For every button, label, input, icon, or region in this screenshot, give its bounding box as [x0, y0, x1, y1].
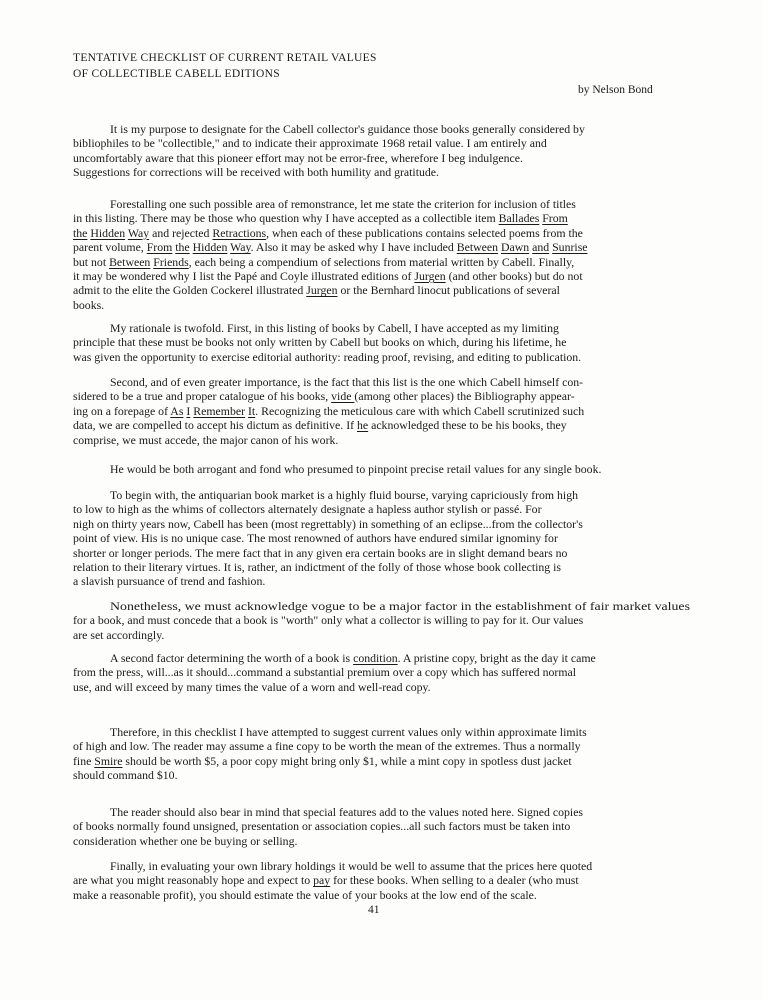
text-segment: bibliophiles to be "collectible," and to indicate their approximate 1968 retail value. I am entirely and: [73, 136, 547, 151]
text-segment: shorter or longer periods. The mere fact that in any given era certain books are in slight demand bears no: [73, 545, 568, 560]
text-line: [73, 768, 178, 782]
text-line: [73, 665, 576, 679]
text-segment: comprise, we must accede, the major canon of his work.: [73, 432, 339, 447]
text-segment: Second, and of even greater importance, is the fact that this list is the one which Cabell himself con-: [110, 375, 584, 389]
text-line: [73, 151, 523, 165]
text-segment: nigh on thirty years now, Cabell has been (most regrettably) in something of an eclipse...from the collector's: [73, 516, 583, 531]
text-segment: It is my purpose to designate for the Cabell collector's guidance those books generally considered by: [110, 122, 585, 136]
text-segment: should be worth $5, a poor copy might bring only $1, while a mint copy in spotless dust jacket: [122, 753, 572, 768]
author-byline: by Nelson Bond: [578, 84, 653, 96]
text-line: [110, 859, 592, 873]
text-segment: consideration whether one be buying or selling.: [73, 833, 298, 848]
underlined-title: Dawn: [500, 240, 530, 255]
text-line: [73, 165, 439, 179]
text-line: [110, 599, 690, 613]
text-segment: uncomfortably aware that this pioneer effort may not be error-free, wherefore I beg indulgence.: [73, 150, 523, 165]
text-segment: . A pristine copy, bright as the day it came: [397, 651, 596, 665]
text-line: [73, 834, 297, 848]
text-line: [110, 122, 585, 136]
text-segment: . Also it may be asked why I have included: [250, 240, 457, 255]
text-line: [73, 389, 575, 403]
text-line: [73, 739, 581, 753]
text-line: [73, 418, 567, 432]
text-segment: Suggestions for corrections will be received with both humility and gratitude.: [73, 165, 439, 180]
text-segment: make a reasonable profit), you should estimate the value of your books at the low end of the scale.: [73, 887, 537, 902]
underlined-title: the: [73, 225, 88, 240]
text-segment: of books normally found unsigned, presentation or association copies...all such factors must be taken into: [73, 819, 571, 834]
underlined-title: Sunrise: [552, 240, 588, 255]
text-line: [73, 298, 104, 312]
underlined-title: pay: [313, 873, 331, 888]
text-segment: parent volume,: [73, 240, 147, 255]
text-segment: Finally, in evaluating your own library holdings it would be well to assume that the prices here quoted: [110, 859, 593, 873]
text-segment: Nonetheless, we must acknowledge vogue to be a major factor in the establishment of fair market values: [110, 599, 690, 613]
text-segment: data, we are compelled to accept his dictum as definitive. If: [73, 418, 357, 433]
text-segment: a slavish pursuance of trend and fashion.: [73, 574, 266, 589]
underlined-title: the: [175, 240, 190, 255]
text-segment: for these books. When selling to a dealer (who must: [330, 873, 579, 888]
text-segment: point of view. His is no unique case. The most renowned of authors have endured similar ignominy for: [73, 531, 558, 546]
text-line: [73, 613, 583, 627]
underlined-title: Jurgen: [306, 283, 338, 298]
text-segment: for a book, and must concede that a book is "worth" only what a collector is willing to pay for it. Our values: [73, 613, 584, 628]
text-segment: it may be wondered why I list the Papé and Coyle illustrated editions of: [73, 269, 415, 283]
text-line: [73, 136, 547, 150]
text-line: [73, 819, 570, 833]
underlined-title: Way: [127, 225, 150, 240]
underlined-title: Retractions: [212, 225, 267, 240]
text-segment: , each being a compendium of selections from material written by Cabell. Finally,: [188, 254, 575, 269]
underlined-title: Hidden: [90, 225, 126, 240]
underlined-title: I: [186, 403, 191, 418]
text-line: [73, 546, 567, 560]
text-segment: use, and will exceed by many times the value of a worn and well-read copy.: [73, 679, 431, 694]
text-segment: The reader should also bear in mind that special features add to the values noted here. Signed copies: [110, 805, 584, 819]
text-line: [110, 488, 578, 502]
underlined-title: vide: [331, 389, 355, 404]
text-line: [73, 888, 537, 902]
text-line: [73, 226, 583, 240]
title-line-1: TENTATIVE CHECKLIST OF CURRENT RETAIL VALUES: [73, 52, 377, 64]
text-segment: but not: [73, 254, 110, 269]
text-segment: acknowledged these to be his books, they: [368, 418, 567, 433]
page-number: 41: [368, 904, 380, 916]
underlined-title: Remember: [193, 403, 246, 418]
text-line: [73, 754, 572, 768]
text-line: [73, 680, 431, 694]
underlined-title: Between: [109, 254, 151, 269]
underlined-title: Hidden: [192, 240, 228, 255]
underlined-title: From: [542, 211, 568, 226]
text-segment: are what you might reasonably hope and expect to: [73, 873, 314, 888]
text-segment: and rejected: [149, 225, 213, 240]
text-segment: to low to high as the whims of collectors alternately designate a hapless author stylish or passé. For: [73, 502, 542, 517]
text-line: [73, 240, 588, 254]
text-line: [73, 531, 558, 545]
document-title: [73, 50, 377, 82]
underlined-title: Friends: [153, 254, 189, 269]
title-line-2: OF COLLECTIBLE CABELL EDITIONS: [73, 68, 280, 80]
underlined-title: he: [357, 418, 369, 433]
text-segment: in this listing. There may be those who question why I have accepted as a collectible item: [73, 211, 499, 226]
text-segment: from the press, will...as it should...command a substantial premium over a copy which has suffered normal: [73, 665, 577, 680]
text-segment: (among other places) the Bibliography appear-: [354, 389, 575, 404]
text-segment: of high and low. The reader may assume a fine copy to be worth the mean of the extremes. Thus a normally: [73, 739, 581, 754]
underlined-title: Way: [230, 240, 251, 255]
text-segment: A second factor determining the worth of a book is: [110, 651, 354, 665]
text-segment: Forestalling one such possible area of remonstrance, let me state the criterion for inclusion of titles: [110, 197, 576, 211]
text-segment: (and other books) but do not: [445, 269, 583, 283]
text-line: [73, 283, 560, 297]
text-line: [110, 375, 583, 389]
text-segment: To begin with, the antiquarian book market is a highly fluid bourse, varying capriciously from high: [110, 488, 578, 502]
text-line: [110, 651, 596, 665]
underlined-title: Smire: [94, 753, 123, 768]
text-segment: relation to their literary virtues. It is, rather, an indictment of the folly of those whose book collecting is: [73, 560, 561, 574]
text-segment: or the Bernhard linocut publications of several: [337, 283, 560, 298]
text-line: [73, 517, 583, 531]
text-segment: Therefore, in this checklist I have attempted to suggest current values only within approximate limits: [110, 725, 587, 739]
underlined-title: condition: [353, 651, 398, 665]
text-line: [73, 350, 581, 364]
underlined-title: and: [532, 240, 550, 255]
text-line: [73, 255, 574, 269]
text-segment: should command $10.: [73, 768, 178, 783]
text-line: [110, 725, 587, 739]
text-line: [73, 560, 561, 574]
text-segment: was given the opportunity to exercise editorial authority: reading proof, revising, and editing to publication.: [73, 349, 582, 364]
text-line: [73, 404, 584, 418]
underlined-title: Ballades: [498, 211, 540, 226]
text-line: [73, 502, 542, 516]
text-line: [73, 335, 566, 349]
text-line: [73, 433, 338, 447]
text-segment: are set accordingly.: [73, 627, 165, 642]
text-line: [73, 574, 265, 588]
text-line: [110, 462, 601, 476]
text-line: [73, 873, 579, 887]
underlined-title: It: [247, 403, 256, 418]
text-line: [110, 197, 576, 211]
underlined-title: From: [146, 240, 173, 255]
text-segment: admit to the elite the Golden Cockerel illustrated: [73, 283, 307, 298]
underlined-title: Jurgen: [414, 269, 446, 283]
underlined-title: Between: [456, 240, 499, 255]
text-line: [110, 805, 583, 819]
text-line: [110, 321, 559, 335]
text-segment: He would be both arrogant and fond who presumed to pinpoint precise retail values for any single book.: [110, 462, 602, 476]
text-line: [73, 628, 164, 642]
text-segment: My rationale is twofold. First, in this listing of books by Cabell, I have accepted as my limiting: [110, 321, 559, 335]
text-segment: fine: [73, 753, 95, 768]
text-line: [73, 211, 568, 225]
text-line: [73, 269, 583, 283]
text-segment: . Recognizing the meticulous care with which Cabell scrutinized such: [255, 403, 585, 418]
text-segment: ing on a forepage of: [73, 403, 171, 418]
text-segment: sidered to be a true and proper catalogue of his books,: [73, 389, 332, 404]
text-segment: principle that these must be books not only written by Cabell but books on which, during his lifetime, he: [73, 335, 567, 350]
text-segment: books.: [73, 297, 105, 312]
underlined-title: As: [170, 403, 184, 418]
text-segment: , when each of these publications contains selected poems from the: [266, 225, 583, 240]
